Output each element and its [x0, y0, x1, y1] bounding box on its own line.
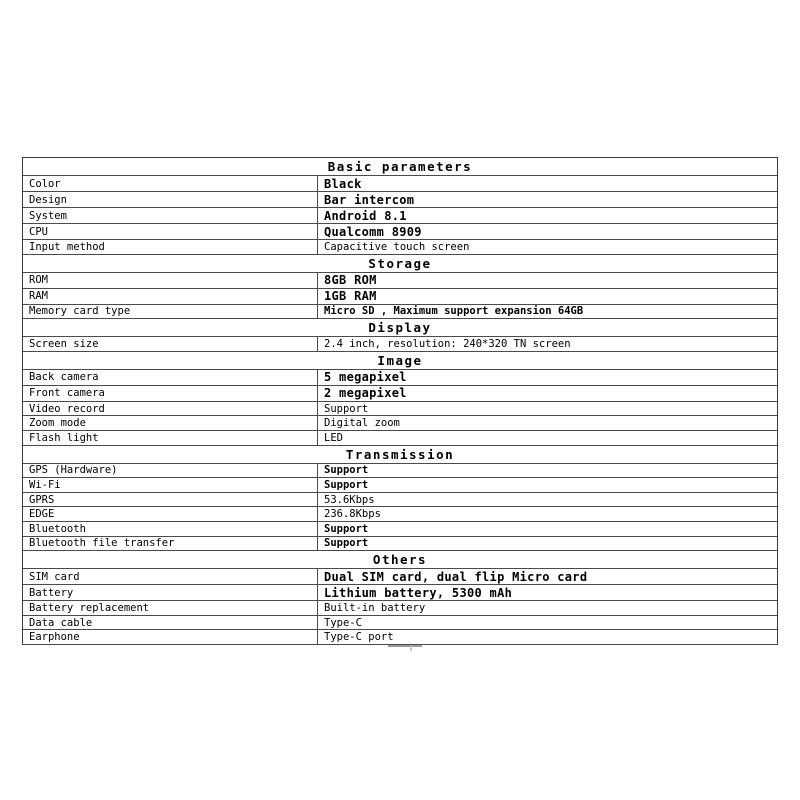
spec-label-text: Battery replacement	[29, 601, 150, 614]
table-row	[23, 616, 777, 631]
spec-value-text: Capacitive touch screen	[324, 240, 470, 253]
spec-value	[317, 585, 777, 600]
spec-value	[317, 478, 777, 492]
section-header	[23, 446, 777, 464]
table-row	[23, 478, 777, 493]
section-header	[23, 352, 777, 370]
spec-label	[23, 386, 317, 401]
spec-label	[23, 416, 317, 430]
spec-label-text: ROM	[29, 274, 48, 287]
spec-label	[23, 601, 317, 615]
spec-value	[317, 289, 777, 304]
spec-label	[23, 431, 317, 445]
table-row	[23, 522, 777, 537]
spec-value-text: 2.4 inch, resolution: 240*320 TN screen	[324, 337, 571, 350]
table-row	[23, 240, 777, 255]
spec-value	[317, 630, 777, 644]
spec-value	[317, 240, 777, 254]
table-row	[23, 386, 777, 402]
spec-value	[317, 402, 777, 416]
spec-value-text: Support	[324, 464, 369, 477]
spec-label	[23, 273, 317, 288]
spec-value-text: LED	[324, 431, 343, 444]
spec-label-text: Screen size	[29, 337, 99, 350]
spec-label-text: Input method	[29, 240, 105, 253]
spec-value-text: Micro SD , Maximum support expansion 64GB	[324, 305, 584, 318]
section-header	[23, 551, 777, 569]
table-row	[23, 493, 777, 508]
section-title: Others	[372, 552, 428, 568]
spec-value	[317, 273, 777, 288]
table-row	[23, 416, 777, 431]
spec-value	[317, 507, 777, 521]
section-header	[23, 319, 777, 337]
spec-label-text: GPS (Hardware)	[29, 464, 118, 477]
spec-value-text: 8GB ROM	[324, 273, 377, 288]
spec-label	[23, 224, 317, 239]
spec-value	[317, 601, 777, 615]
spec-label-text: Wi-Fi	[29, 478, 61, 491]
spec-value	[317, 537, 777, 551]
spec-label-text: Flash light	[29, 431, 99, 444]
spec-label-text: Bluetooth	[29, 522, 86, 535]
table-row	[23, 537, 777, 552]
spec-label	[23, 522, 317, 536]
spec-label-text: System	[29, 209, 67, 222]
spec-label-text: Front camera	[29, 387, 105, 400]
section-title: Transmission	[345, 446, 455, 462]
spec-value-text: 236.8Kbps	[324, 508, 381, 521]
spec-label	[23, 507, 317, 521]
section-title: Storage	[368, 255, 432, 271]
spec-value	[317, 192, 777, 207]
table-row	[23, 585, 777, 601]
spec-label-text: Earphone	[29, 631, 80, 644]
table-row	[23, 305, 777, 320]
spec-value-text: Built-in battery	[324, 601, 426, 614]
spec-value-text: Android 8.1	[324, 208, 407, 223]
spec-label-text: SIM card	[29, 570, 80, 583]
table-row	[23, 507, 777, 522]
spec-label	[23, 305, 317, 319]
spec-value	[317, 569, 777, 584]
spec-label	[23, 537, 317, 551]
spec-value-text: Dual SIM card, dual flip Micro card	[324, 569, 588, 584]
spec-value	[317, 431, 777, 445]
spec-label	[23, 630, 317, 644]
spec-label	[23, 289, 317, 304]
table-row	[23, 402, 777, 417]
spec-value-text: 1GB RAM	[324, 289, 377, 304]
spec-label-text: Zoom mode	[29, 417, 86, 430]
spec-label	[23, 478, 317, 492]
spec-value	[317, 416, 777, 430]
spec-value	[317, 464, 777, 478]
spec-label	[23, 240, 317, 254]
table-row	[23, 224, 777, 240]
spec-value	[317, 370, 777, 385]
spec-label-text: CPU	[29, 225, 48, 238]
spec-value-text: Support	[324, 537, 369, 550]
table-row	[23, 569, 777, 585]
spec-label-text: Video record	[29, 402, 105, 415]
table-row	[23, 289, 777, 305]
spec-label-text: Design	[29, 193, 67, 206]
section-title: Basic parameters	[327, 159, 473, 174]
spec-value	[317, 616, 777, 630]
spec-value-text: Lithium battery, 5300 mAh	[324, 585, 513, 600]
table-row	[23, 601, 777, 616]
spec-label	[23, 176, 317, 191]
spec-label	[23, 464, 317, 478]
table-row	[23, 192, 777, 208]
section-title: Image	[377, 352, 423, 368]
table-row	[23, 431, 777, 446]
spec-label-text: EDGE	[29, 508, 55, 521]
spec-label-text: Battery	[29, 586, 74, 599]
spec-value-text: 2 megapixel	[324, 386, 407, 401]
spec-label-text: GPRS	[29, 493, 55, 506]
spec-table	[22, 157, 778, 645]
table-row	[23, 273, 777, 289]
scan-artifact-line	[388, 645, 422, 647]
spec-value-text: Support	[324, 402, 369, 415]
spec-value	[317, 176, 777, 191]
table-row	[23, 630, 777, 645]
spec-label	[23, 402, 317, 416]
section-header	[23, 158, 777, 176]
spec-label	[23, 208, 317, 223]
spec-label-text: Data cable	[29, 616, 93, 629]
table-row	[23, 208, 777, 224]
spec-value	[317, 493, 777, 507]
spec-value-text: Qualcomm 8909	[324, 224, 422, 239]
spec-value	[317, 224, 777, 239]
spec-value-text: Support	[324, 522, 369, 535]
spec-label	[23, 192, 317, 207]
spec-value-text: Black	[324, 176, 362, 191]
spec-value-text: Support	[324, 478, 369, 491]
spec-label	[23, 585, 317, 600]
spec-value	[317, 386, 777, 401]
spec-value	[317, 208, 777, 223]
spec-label	[23, 370, 317, 385]
table-row	[23, 370, 777, 386]
spec-value-text: Type-C port	[324, 631, 394, 644]
spec-label-text: Back camera	[29, 371, 99, 384]
spec-value	[317, 522, 777, 536]
spec-value-text: Type-C	[324, 616, 362, 629]
spec-label-text: RAM	[29, 290, 48, 303]
spec-label	[23, 337, 317, 351]
spec-value-text: Bar intercom	[324, 192, 415, 207]
spec-value-text: 5 megapixel	[324, 370, 407, 385]
spec-value	[317, 337, 777, 351]
spec-label	[23, 616, 317, 630]
spec-label	[23, 569, 317, 584]
spec-label-text: Memory card type	[29, 305, 131, 318]
section-header	[23, 255, 777, 273]
spec-value-text: 53.6Kbps	[324, 493, 375, 506]
table-row	[23, 337, 777, 352]
spec-label	[23, 493, 317, 507]
table-row	[23, 464, 777, 479]
spec-value	[317, 305, 777, 319]
spec-label-text: Color	[29, 177, 61, 190]
scan-artifact-tick	[410, 646, 412, 651]
spec-value-text: Digital zoom	[324, 417, 400, 430]
section-title: Display	[368, 320, 432, 336]
table-row	[23, 176, 777, 192]
spec-label-text: Bluetooth file transfer	[29, 537, 175, 550]
